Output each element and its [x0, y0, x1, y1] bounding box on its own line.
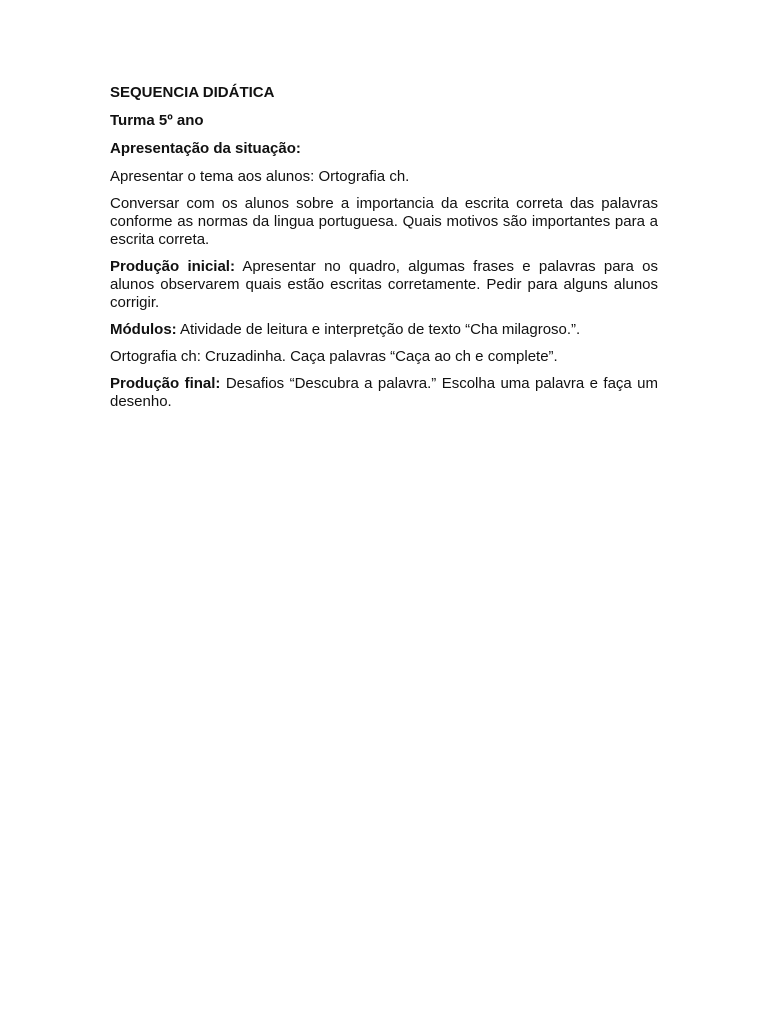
initial-production-text: Apresentar no quadro, algumas frases e palavras para os alunos observarem quais estão escritas corretamente. Pedir para alguns alunos corrigir. — [110, 258, 658, 311]
final-production-paragraph — [110, 375, 658, 411]
initial-production-label: Produção inicial: — [110, 258, 235, 275]
modules-paragraph — [110, 321, 658, 339]
presentation-text: Apresentar o tema aos alunos: Ortografia ch. — [110, 168, 410, 185]
spelling-text: Ortografia ch: Cruzadinha. Caça palavras “Caça ao ch e complete”. — [110, 348, 558, 365]
initial-production-paragraph — [110, 258, 658, 312]
conversation-text: Conversar com os alunos sobre a importancia da escrita correta das palavras conforme as normas da lingua portuguesa. Quais motivos são importantes para a escrita correta. — [110, 195, 658, 248]
document-title: SEQUENCIA DIDÁTICA — [110, 84, 275, 101]
presentation-heading: Apresentação da situação: — [110, 140, 301, 157]
modules-text: Atividade de leitura e interpretção de texto “Cha milagroso.”. — [176, 321, 581, 338]
document-page — [110, 84, 658, 420]
class-line: Turma 5º ano — [110, 112, 204, 129]
final-production-text: Desafios “Descubra a palavra.” Escolha uma palavra e faça um desenho. — [110, 375, 658, 410]
modules-label: Módulos: — [110, 321, 177, 338]
final-production-label: Produção final: — [110, 375, 221, 392]
